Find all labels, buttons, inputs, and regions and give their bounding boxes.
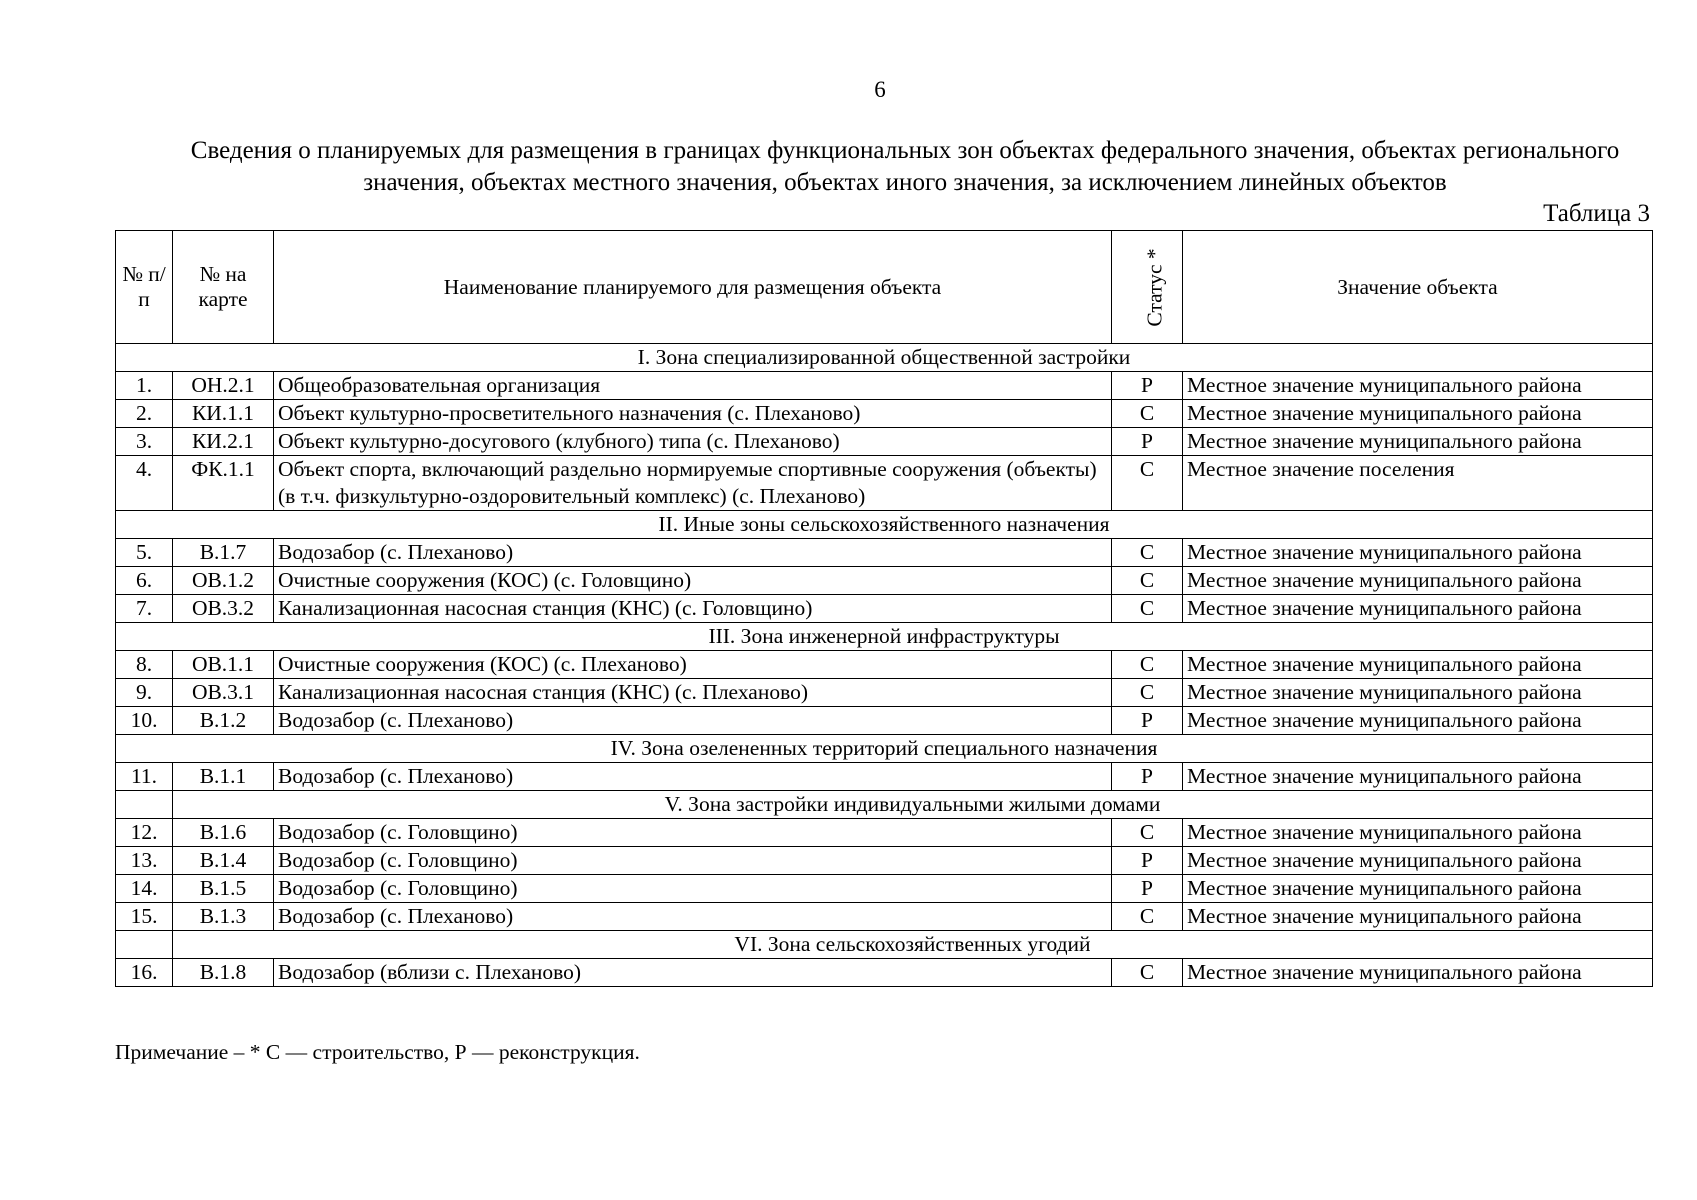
table-header-row — [116, 231, 1653, 344]
table-row — [116, 903, 1653, 931]
cell-status: С — [1112, 903, 1183, 931]
cell-map-num: КИ.2.1 — [173, 428, 274, 456]
cell-object-value: Местное значение муниципального района — [1183, 959, 1653, 987]
cell-map-num: В.1.1 — [173, 763, 274, 791]
cell-status: С — [1112, 400, 1183, 428]
cell-map-num: ОВ.3.1 — [173, 679, 274, 707]
cell-object-name: Водозабор (с. Плеханово) — [274, 707, 1112, 735]
cell-map-num: В.1.8 — [173, 959, 274, 987]
cell-map-num: В.1.3 — [173, 903, 274, 931]
header-object-name: Наименование планируемого для размещения объекта — [274, 231, 1112, 344]
cell-object-name: Объект спорта, включающий раздельно нормируемые спортивные сооружения (объекты) (в т.ч. физкультурно-оздоровительный комплекс) (с. Плеханово) — [274, 456, 1112, 511]
table-body — [116, 344, 1653, 987]
cell-object-name: Водозабор (с. Головщино) — [274, 847, 1112, 875]
cell-num: 16. — [116, 959, 173, 987]
cell-status: Р — [1112, 707, 1183, 735]
table-row — [116, 959, 1653, 987]
cell-object-value: Местное значение муниципального района — [1183, 679, 1653, 707]
table-row — [116, 651, 1653, 679]
cell-num: 6. — [116, 567, 173, 595]
cell-object-value: Местное значение поселения — [1183, 456, 1653, 511]
document-title: Сведения о планируемых для размещения в границах функциональных зон объектах федерального значения, объектах регионального значения, объектах местного значения, объектах иного значения, за исключением линейных объектов — [190, 137, 1620, 196]
cell-num: 9. — [116, 679, 173, 707]
cell-object-value: Местное значение муниципального района — [1183, 567, 1653, 595]
cell-num: 5. — [116, 539, 173, 567]
cell-status: Р — [1112, 763, 1183, 791]
table-row — [116, 539, 1653, 567]
table-row — [116, 763, 1653, 791]
cell-object-value: Местное значение муниципального района — [1183, 707, 1653, 735]
header-status — [1112, 231, 1183, 344]
cell-status: С — [1112, 595, 1183, 623]
cell-num: 8. — [116, 651, 173, 679]
table-row — [116, 707, 1653, 735]
cell-num: 3. — [116, 428, 173, 456]
cell-num: 4. — [116, 456, 173, 511]
cell-map-num: В.1.6 — [173, 819, 274, 847]
zone-header-row — [116, 623, 1653, 651]
cell-object-value: Местное значение муниципального района — [1183, 595, 1653, 623]
cell-map-num: ФК.1.1 — [173, 456, 274, 511]
page-number: 6 — [874, 77, 886, 102]
cell-object-value: Местное значение муниципального района — [1183, 539, 1653, 567]
zone-title: I. Зона специализированной общественной застройки — [116, 344, 1653, 372]
cell-object-value: Местное значение муниципального района — [1183, 372, 1653, 400]
cell-num: 10. — [116, 707, 173, 735]
cell-object-name: Объект культурно-просветительного назначения (с. Плеханово) — [274, 400, 1112, 428]
cell-object-value: Местное значение муниципального района — [1183, 428, 1653, 456]
cell-object-value: Местное значение муниципального района — [1183, 651, 1653, 679]
cell-object-name: Водозабор (с. Плеханово) — [274, 903, 1112, 931]
zone-title: II. Иные зоны сельскохозяйственного назначения — [116, 511, 1653, 539]
zone-header-row — [116, 511, 1653, 539]
table-row — [116, 595, 1653, 623]
zone-empty-cell — [116, 931, 173, 959]
cell-object-value: Местное значение муниципального района — [1183, 763, 1653, 791]
cell-status: Р — [1112, 875, 1183, 903]
cell-num: 14. — [116, 875, 173, 903]
cell-num: 13. — [116, 847, 173, 875]
cell-status: С — [1112, 819, 1183, 847]
cell-object-name: Водозабор (с. Головщино) — [274, 819, 1112, 847]
cell-map-num: КИ.1.1 — [173, 400, 274, 428]
zone-header-row — [116, 931, 1653, 959]
cell-status: С — [1112, 567, 1183, 595]
cell-object-name: Водозабор (с. Плеханово) — [274, 763, 1112, 791]
table-row — [116, 679, 1653, 707]
header-status-label: Статус * — [1142, 247, 1167, 327]
zone-empty-cell — [116, 791, 173, 819]
planned-objects-table — [115, 230, 1653, 987]
cell-object-value: Местное значение муниципального района — [1183, 819, 1653, 847]
cell-object-value: Местное значение муниципального района — [1183, 400, 1653, 428]
cell-object-name: Канализационная насосная станция (КНС) (с. Плеханово) — [274, 679, 1112, 707]
table-row — [116, 372, 1653, 400]
cell-num: 1. — [116, 372, 173, 400]
cell-map-num: ОН.2.1 — [173, 372, 274, 400]
zone-title: III. Зона инженерной инфраструктуры — [116, 623, 1653, 651]
zone-title: IV. Зона озелененных территорий специального назначения — [116, 735, 1653, 763]
table-row — [116, 847, 1653, 875]
cell-num: 11. — [116, 763, 173, 791]
table-footnote: Примечание – * С — строительство, Р — реконструкция. — [115, 1040, 640, 1064]
cell-status: Р — [1112, 847, 1183, 875]
header-map-num: № на карте — [173, 231, 274, 344]
cell-object-name: Водозабор (с. Головщино) — [274, 875, 1112, 903]
zone-header-row — [116, 791, 1653, 819]
table-caption: Таблица 3 — [1543, 200, 1650, 227]
cell-object-name: Объект культурно-досугового (клубного) типа (с. Плеханово) — [274, 428, 1112, 456]
cell-num: 7. — [116, 595, 173, 623]
cell-num: 2. — [116, 400, 173, 428]
cell-status: С — [1112, 651, 1183, 679]
cell-num: 12. — [116, 819, 173, 847]
table-row — [116, 875, 1653, 903]
cell-map-num: ОВ.3.2 — [173, 595, 274, 623]
table-row — [116, 819, 1653, 847]
cell-status: С — [1112, 539, 1183, 567]
table-row — [116, 567, 1653, 595]
cell-object-name: Водозабор (с. Плеханово) — [274, 539, 1112, 567]
cell-object-name: Общеобразовательная организация — [274, 372, 1112, 400]
table-row — [116, 400, 1653, 428]
cell-object-name: Водозабор (вблизи с. Плеханово) — [274, 959, 1112, 987]
cell-map-num: В.1.4 — [173, 847, 274, 875]
cell-object-value: Местное значение муниципального района — [1183, 847, 1653, 875]
cell-status: Р — [1112, 372, 1183, 400]
table-row — [116, 428, 1653, 456]
cell-map-num: В.1.7 — [173, 539, 274, 567]
cell-map-num: ОВ.1.1 — [173, 651, 274, 679]
header-num: № п/п — [116, 231, 173, 344]
cell-object-value: Местное значение муниципального района — [1183, 875, 1653, 903]
cell-status: С — [1112, 456, 1183, 511]
cell-map-num: В.1.5 — [173, 875, 274, 903]
cell-object-name: Очистные сооружения (КОС) (с. Головщино) — [274, 567, 1112, 595]
cell-status: С — [1112, 679, 1183, 707]
zone-title: V. Зона застройки индивидуальными жилыми домами — [173, 791, 1653, 819]
zone-header-row — [116, 344, 1653, 372]
cell-map-num: ОВ.1.2 — [173, 567, 274, 595]
cell-object-name: Канализационная насосная станция (КНС) (с. Головщино) — [274, 595, 1112, 623]
zone-title: VI. Зона сельскохозяйственных угодий — [173, 931, 1653, 959]
cell-object-name: Очистные сооружения (КОС) (с. Плеханово) — [274, 651, 1112, 679]
table-row — [116, 456, 1653, 511]
zone-header-row — [116, 735, 1653, 763]
header-object-value: Значение объекта — [1183, 231, 1653, 344]
cell-object-value: Местное значение муниципального района — [1183, 903, 1653, 931]
cell-map-num: В.1.2 — [173, 707, 274, 735]
cell-status: С — [1112, 959, 1183, 987]
cell-status: Р — [1112, 428, 1183, 456]
cell-num: 15. — [116, 903, 173, 931]
